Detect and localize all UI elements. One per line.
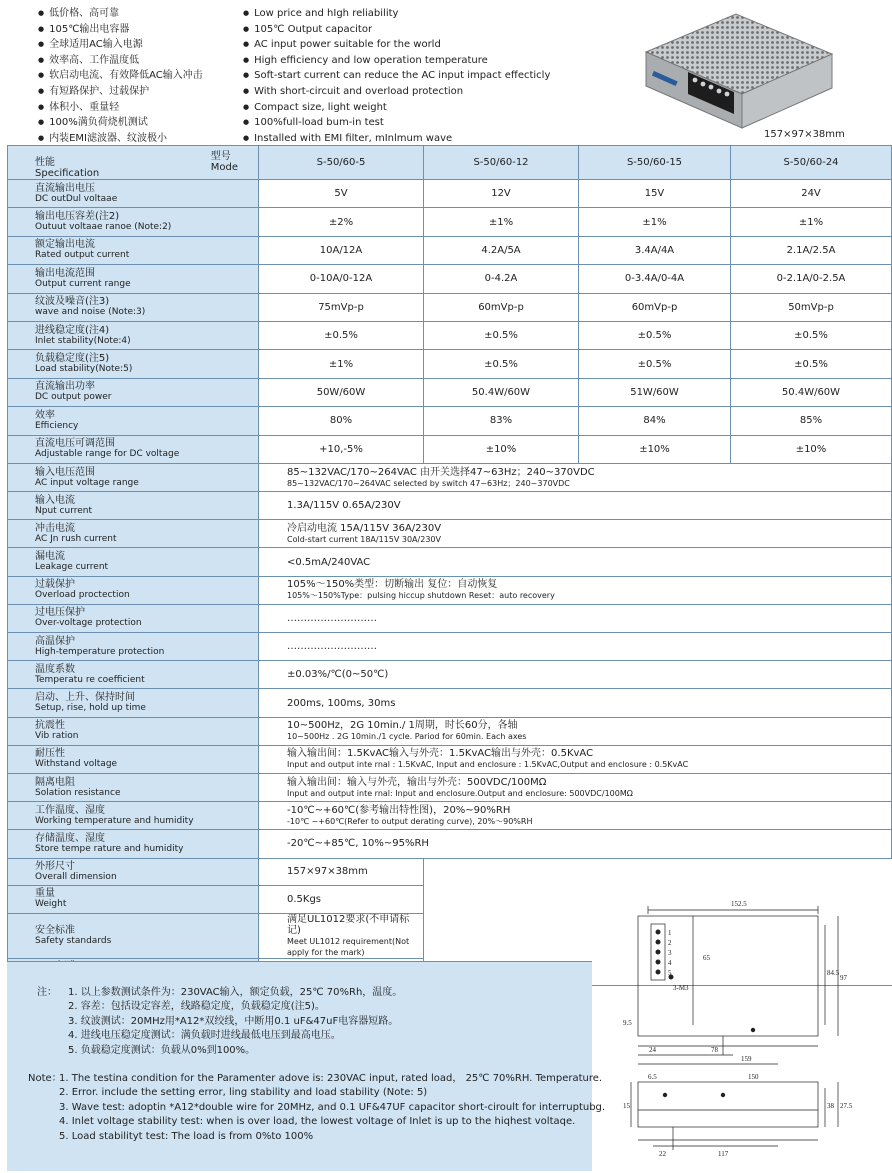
spec-row <box>8 180 892 208</box>
value-cell: 51W/60W <box>579 378 731 406</box>
feature-item: ● 体积小、重量轻 <box>38 100 203 116</box>
feature-item: ● 软启动电流、有效降低AC输入冲击 <box>38 68 203 84</box>
label-cn: 输出电流范围 <box>35 267 95 279</box>
label-cn: 启动、上升、保持时间 <box>35 692 135 703</box>
value-line2: Input and output inte rnal : 1.5KvAC, Input and enclosure : 1.5KvAC,Output and enclosure : 0.5KvAC <box>287 760 689 770</box>
wide-value-cell <box>259 463 892 491</box>
value-line2: Input and output inte rnal: Input and enclosure.Output and enclosure: 500VDC/100MΩ <box>287 788 633 798</box>
value-line2: 105%～150%Type：pulsing hiccup shutdown Reset：auto recovery <box>287 591 555 601</box>
spec-row <box>8 717 892 745</box>
value-cell: 50mVp-p <box>731 293 892 321</box>
label-cn: 输入电流 <box>35 494 75 506</box>
label-en: Nput current <box>35 505 93 516</box>
wide-value-cell <box>259 773 892 801</box>
notes-panel <box>7 961 606 1171</box>
feature-item: ● 低价格、高可靠 <box>38 6 203 22</box>
value-cell: 5V <box>259 180 424 208</box>
value-cell: 3.4A/4A <box>579 236 731 264</box>
wide-value-cell <box>259 745 892 773</box>
spec-label <box>35 157 99 179</box>
value-cell: ±0.5% <box>579 350 731 378</box>
label-cn: 效率 <box>35 409 55 421</box>
dim-holes: 3-M3 <box>673 984 689 992</box>
label-cn: 工作温度、湿度 <box>35 804 105 816</box>
row-label <box>8 321 259 349</box>
wide-value-cell <box>259 886 424 914</box>
note-prefix <box>37 1029 68 1043</box>
label-cn: 直流输出功率 <box>35 381 95 393</box>
label-en: Outuut voltaae ranoe (Note:2) <box>35 222 172 233</box>
value-cell: 4.2A/5A <box>424 236 579 264</box>
label-en: Store tempe rature and humidity <box>35 843 184 854</box>
features-en <box>243 6 550 146</box>
model-cn: 型号 <box>210 150 231 162</box>
dim-s150: 150 <box>748 1073 759 1081</box>
dim-d24: 24 <box>649 1046 656 1054</box>
value-cell: 0-10A/0-12A <box>259 265 424 293</box>
label-en: AC Jn rush current <box>35 533 117 544</box>
note-prefix <box>28 1130 59 1144</box>
row-label <box>8 717 259 745</box>
row-label <box>8 378 259 406</box>
label-en: Over-voltage protection <box>35 618 142 629</box>
power-supply-image <box>640 10 836 130</box>
value-line1: 输入输出间：输入与外壳，输出与外壳：500VDC/100MΩ <box>287 776 547 788</box>
value-line1: 105%～150%类型：切断输出 复位：自动恢复 <box>287 579 498 591</box>
value-cell: 84% <box>579 407 731 435</box>
terminal-pin-label: 3 <box>668 949 672 957</box>
feature-item: ● 全球适用AC输入电源 <box>38 37 203 53</box>
value-line1: 200ms, 100ms, 30ms <box>287 697 396 709</box>
label-en: DC output power <box>35 392 112 403</box>
value-line1: 85~132VAC/170~264VAC 由开关选择47~63Hz；240~370VDC <box>287 466 595 478</box>
feature-item: ● AC input power suitable for the world <box>243 37 550 53</box>
row-label <box>8 520 259 548</box>
note-text: 5. Load stabilityt test: The load is from 0%to 100% <box>59 1130 314 1142</box>
note-prefix <box>37 1015 68 1029</box>
note-text: 2. 容差：包括设定容差，线路稳定度，负载稳定度(注5)。 <box>68 1001 325 1013</box>
value-line1: 157×97×38mm <box>287 866 368 878</box>
label-cn: 存储温度、湿度 <box>35 832 105 844</box>
row-label <box>8 689 259 717</box>
value-cell: ±0.5% <box>731 321 892 349</box>
wide-value-cell <box>259 913 424 958</box>
spec-row <box>8 435 892 463</box>
note-text: 3. Wave test: adoptin *A12*double wire for 20MHz, and 0.1 UF&47UF capacitor short-ciroult for interruptubg. <box>59 1101 606 1113</box>
label-cn: 抗震性 <box>35 720 65 732</box>
feature-item: ● With short-circuit and overload protection <box>243 84 550 100</box>
note-text: 3. 纹波测试：20MHz用*A12*双绞线，中断用0.1 uF&47uF电容器短路。 <box>68 1015 399 1027</box>
wide-value-cell <box>259 548 892 576</box>
notes-cn <box>37 986 402 1058</box>
value-cell: 0-2.1A/0-2.5A <box>731 265 892 293</box>
label-en: Safety standards <box>35 935 112 946</box>
wide-value-cell <box>259 661 892 689</box>
value-line1: 输入输出间：1.5KvAC输入与外壳：1.5KvAC输出与外壳：0.5KvAC <box>287 748 594 760</box>
value-cell: 85% <box>731 407 892 435</box>
label-cn: 输入电压范围 <box>35 466 95 478</box>
feature-item: ● Installed with EMI filter, mInlmum wave <box>243 131 550 147</box>
value-line2: Meet UL1012 requirement(Not apply for the mark) <box>287 936 410 957</box>
wide-value-cell <box>259 802 892 830</box>
dimension-drawing <box>593 850 889 1170</box>
label-cn: 负载稳定度(注5) <box>35 353 110 365</box>
note-prefix <box>28 1086 59 1100</box>
value-cell: ±0.5% <box>424 350 579 378</box>
label-cn: 直流电压可调范围 <box>35 438 115 450</box>
dim-d159: 159 <box>741 1055 752 1063</box>
value-cell: ±0.5% <box>579 321 731 349</box>
dim-h65: 65 <box>703 954 710 962</box>
note-prefix <box>37 1044 68 1058</box>
row-label <box>8 830 259 858</box>
label-cn: 漏电流 <box>35 551 65 563</box>
wide-value-cell <box>259 717 892 745</box>
row-label <box>8 633 259 661</box>
value-cell: 83% <box>424 407 579 435</box>
label-en: Setup, rise, hold up time <box>35 703 146 713</box>
wide-value-cell <box>259 520 892 548</box>
spec-row <box>8 236 892 264</box>
value-cell: ±0.5% <box>424 321 579 349</box>
value-line1: ……………………… <box>287 641 377 653</box>
note-item <box>28 1072 605 1086</box>
value-line1: ±0.03%/℃(0~50℃) <box>287 669 389 681</box>
note-text: 1. 以上参数测试条件为：230VAC输入，额定负载，25℃ 70%Rh，温度。 <box>68 987 403 998</box>
note-item <box>37 986 402 1000</box>
value-cell: 0-3.4A/0-4A <box>579 265 731 293</box>
label-cn: 隔离电阻 <box>35 776 75 788</box>
notes-en <box>28 1072 605 1144</box>
dim-d78: 78 <box>711 1046 718 1054</box>
spec-row <box>8 661 892 689</box>
note-prefix <box>28 1101 59 1115</box>
spec-row <box>8 350 892 378</box>
label-cn: 纹波及噪音(注3) <box>35 296 110 308</box>
note-item <box>37 1015 402 1029</box>
value-line1: -20℃~+85℃, 10%~95%RH <box>287 838 429 850</box>
value-line1: 1.3A/115V 0.65A/230V <box>287 500 401 512</box>
value-line1: <0.5mA/240VAC <box>287 556 371 568</box>
feature-item: ● 内装EMI滤波器、纹波极小 <box>38 131 203 147</box>
note-prefix: Note： <box>28 1073 62 1084</box>
value-cell: 0-4.2A <box>424 265 579 293</box>
label-en: Vib ration <box>35 731 79 742</box>
value-cell: ±0.5% <box>259 321 424 349</box>
value-cell: ±1% <box>579 208 731 236</box>
label-en: DC outDul voltaae <box>35 193 118 204</box>
label-en: Output current range <box>35 278 131 289</box>
note-text: 4. 进线电压稳定度测试：满负载时进线最低电压到最高电压。 <box>68 1030 341 1042</box>
value-cell: 50.4W/60W <box>424 378 579 406</box>
feature-item: ● Low price and hIgh reliability <box>243 6 550 22</box>
product-dimensions: 157×97×38mm <box>764 129 845 140</box>
note-prefix: 注： <box>37 987 57 998</box>
value-line1: 0.5Kgs <box>287 893 322 905</box>
wide-value-cell <box>259 689 892 717</box>
dim-s15: 15 <box>623 1102 630 1110</box>
note-text: 1. The testina condition for the Paramenter adove is: 230VAC input, rated load， 25℃ 70%RH. Temperature. <box>59 1073 603 1084</box>
value-cell: 10A/12A <box>259 236 424 264</box>
feature-item: ● 100%full-load bum-in test <box>243 115 550 131</box>
label-en: wave and noise (Note:3) <box>35 307 146 318</box>
model-en: Mode <box>210 161 238 173</box>
wide-value-cell <box>259 604 892 632</box>
dim-s38: 38 <box>827 1102 834 1110</box>
terminal-pin-label: 1 <box>668 929 672 937</box>
row-label <box>8 548 259 576</box>
value-line2: 10~500Hz . 2G 10min./1 cycle. Pariod for 60min. Each axes <box>287 732 527 742</box>
value-cell: 15V <box>579 180 731 208</box>
spec-cn: 性能 <box>35 156 55 168</box>
row-label <box>8 913 259 958</box>
note-text: 4. Inlet voltage stability test: when is over load, the lowest voltage of Inlet is up to the hiqhest voltaqe. <box>59 1116 576 1128</box>
spec-row <box>8 293 892 321</box>
row-label <box>8 886 259 914</box>
label-cn: 额定输出电流 <box>35 239 95 251</box>
note-prefix <box>37 1000 68 1014</box>
terminal-pin-label: 5 <box>668 969 672 977</box>
spec-row <box>8 802 892 830</box>
feature-item: ● 效率高、工作温度低 <box>38 53 203 69</box>
row-label <box>8 661 259 689</box>
feature-item: ● Soft-start current can reduce the AC input impact effecticly <box>243 68 550 84</box>
model-header: S-50/60-15 <box>579 146 731 180</box>
note-item <box>37 1044 402 1058</box>
spec-row <box>8 689 892 717</box>
row-label <box>8 265 259 293</box>
row-label <box>8 492 259 520</box>
note-item <box>37 1029 402 1043</box>
label-cn: 耐压性 <box>35 748 65 760</box>
label-en: Temperatu re coefficient <box>35 674 145 685</box>
label-en: Leakage current <box>35 562 109 573</box>
header-spec-cell <box>8 146 259 180</box>
row-label <box>8 604 259 632</box>
feature-item: ● 105℃ Output capacitor <box>243 22 550 38</box>
feature-item: ● 105℃输出电容器 <box>38 22 203 38</box>
wide-value-cell <box>259 492 892 520</box>
spec-row <box>8 745 892 773</box>
value-line2: Cold-start current 18A/115V 30A/230V <box>287 534 441 544</box>
spec-row <box>8 576 892 604</box>
value-cell: 12V <box>424 180 579 208</box>
model-header: S-50/60-24 <box>731 146 892 180</box>
value-line1: 满足UL1012要求(不申请标记) <box>287 913 410 936</box>
value-line1: 冷启动电流 15A/115V 36A/230V <box>287 522 442 534</box>
feature-item: ● 100%满负荷烧机测试 <box>38 115 203 131</box>
note-item <box>28 1115 605 1129</box>
spec-row <box>8 520 892 548</box>
label-en: Withstand voltage <box>35 759 118 770</box>
row-label <box>8 208 259 236</box>
spec-row <box>8 378 892 406</box>
spec-en: Specification <box>35 167 100 179</box>
label-cn: 外形尺寸 <box>35 860 75 872</box>
header-row <box>8 146 892 180</box>
features-cn <box>38 6 203 146</box>
note-prefix <box>28 1115 59 1129</box>
row-label <box>8 773 259 801</box>
spec-row <box>8 208 892 236</box>
terminal-pin-label: 2 <box>668 939 672 947</box>
value-line2: -10℃ ~+60℃(Refer to output derating curve), 20%～90%RH <box>287 816 533 826</box>
spec-row <box>8 773 892 801</box>
wide-value-cell <box>259 576 892 604</box>
row-label <box>8 407 259 435</box>
value-cell: ±2% <box>259 208 424 236</box>
value-cell: 2.1A/2.5A <box>731 236 892 264</box>
value-cell: 24V <box>731 180 892 208</box>
row-label <box>8 293 259 321</box>
label-en: Load stability(Note:5) <box>35 364 133 375</box>
row-label <box>8 858 259 886</box>
value-cell: ±0.5% <box>731 350 892 378</box>
label-en: Working temperature and humidity <box>35 815 194 826</box>
label-en: Efficiency <box>35 420 79 431</box>
value-cell: 75mVp-p <box>259 293 424 321</box>
value-cell: ±1% <box>259 350 424 378</box>
dim-h97: 97 <box>840 974 847 982</box>
note-item <box>28 1130 605 1144</box>
row-label <box>8 745 259 773</box>
label-en: Overload proctection <box>35 590 130 601</box>
dim-d9: 9.5 <box>623 1019 632 1027</box>
value-line1: ……………………… <box>287 612 377 624</box>
spec-row <box>8 321 892 349</box>
label-cn: 高温保护 <box>35 635 75 647</box>
label-cn: 安全标准 <box>35 924 75 936</box>
row-label <box>8 576 259 604</box>
value-cell: ±10% <box>579 435 731 463</box>
dim-s22: 22 <box>659 1150 666 1158</box>
spec-row <box>8 604 892 632</box>
dim-s65: 6.5 <box>648 1073 657 1081</box>
value-line2: 85~132VAC/170~264VAC selected by switch 47~63Hz；240~370VDC <box>287 478 570 488</box>
label-cn: 冲击电流 <box>35 522 75 534</box>
label-en: Overall dimension <box>35 871 117 882</box>
value-cell: 80% <box>259 407 424 435</box>
spec-row <box>8 265 892 293</box>
row-label <box>8 802 259 830</box>
dim-h84: 84.5 <box>827 969 840 977</box>
feature-item: ● 有短路保护、过载保护 <box>38 84 203 100</box>
model-header: S-50/60-5 <box>259 146 424 180</box>
spec-row <box>8 407 892 435</box>
note-item <box>28 1101 605 1115</box>
value-cell: 50W/60W <box>259 378 424 406</box>
spec-row <box>8 633 892 661</box>
label-en: Rated output current <box>35 250 130 261</box>
row-label <box>8 236 259 264</box>
value-cell: ±1% <box>731 208 892 236</box>
value-cell: +10,-5% <box>259 435 424 463</box>
row-label <box>8 435 259 463</box>
note-item <box>28 1086 605 1100</box>
value-line1: 10~500Hz，2G 10min./ 1周期，时长60分，各轴 <box>287 720 518 732</box>
label-cn: 直流输出电压 <box>35 182 95 194</box>
label-en: Weight <box>35 899 67 910</box>
value-line1: -10℃~+60℃(参考输出特性图)，20%~90%RH <box>287 804 511 816</box>
value-cell: ±10% <box>424 435 579 463</box>
wide-value-cell <box>259 633 892 661</box>
label-en: Inlet stability(Note:4) <box>35 335 131 346</box>
label-cn: 过电压保护 <box>35 607 85 619</box>
note-item <box>37 1000 402 1014</box>
row-label <box>8 180 259 208</box>
value-cell: 60mVp-p <box>579 293 731 321</box>
value-cell: 50.4W/60W <box>731 378 892 406</box>
label-cn: 重量 <box>35 888 55 900</box>
dim-s117: 117 <box>718 1150 729 1158</box>
value-cell: 60mVp-p <box>424 293 579 321</box>
wide-value-cell <box>259 858 424 886</box>
feature-item: ● Compact size, light weight <box>243 100 550 116</box>
feature-item: ● High efficiency and low operation temperature <box>243 53 550 69</box>
value-cell: ±1% <box>424 208 579 236</box>
spec-row <box>8 548 892 576</box>
label-cn: 温度系数 <box>35 663 75 675</box>
spec-row <box>8 463 892 491</box>
label-cn: 过载保护 <box>35 579 75 591</box>
dim-s275: 27.5 <box>840 1102 853 1110</box>
label-en: Solation resistance <box>35 787 121 798</box>
dim-top-width: 152.5 <box>731 900 747 908</box>
model-label <box>211 151 238 173</box>
note-text: 5. 负载稳定度测试：负载从0%到100%。 <box>68 1044 256 1056</box>
note-text: 2. Error. include the setting error, ling stability and load stability (Note: 5) <box>59 1087 428 1099</box>
label-en: AC input voltage range <box>35 477 139 488</box>
label-cn: 进线稳定度(注4) <box>35 324 110 336</box>
label-cn: 输出电压容差(注2) <box>35 211 120 223</box>
spec-row <box>8 492 892 520</box>
model-header: S-50/60-12 <box>424 146 579 180</box>
value-cell: ±10% <box>731 435 892 463</box>
label-en: Adjustable range for DC voltage <box>35 449 180 460</box>
label-en: High-temperature protection <box>35 646 165 657</box>
row-label <box>8 463 259 491</box>
terminal-pin-label: 4 <box>668 959 672 967</box>
row-label <box>8 350 259 378</box>
